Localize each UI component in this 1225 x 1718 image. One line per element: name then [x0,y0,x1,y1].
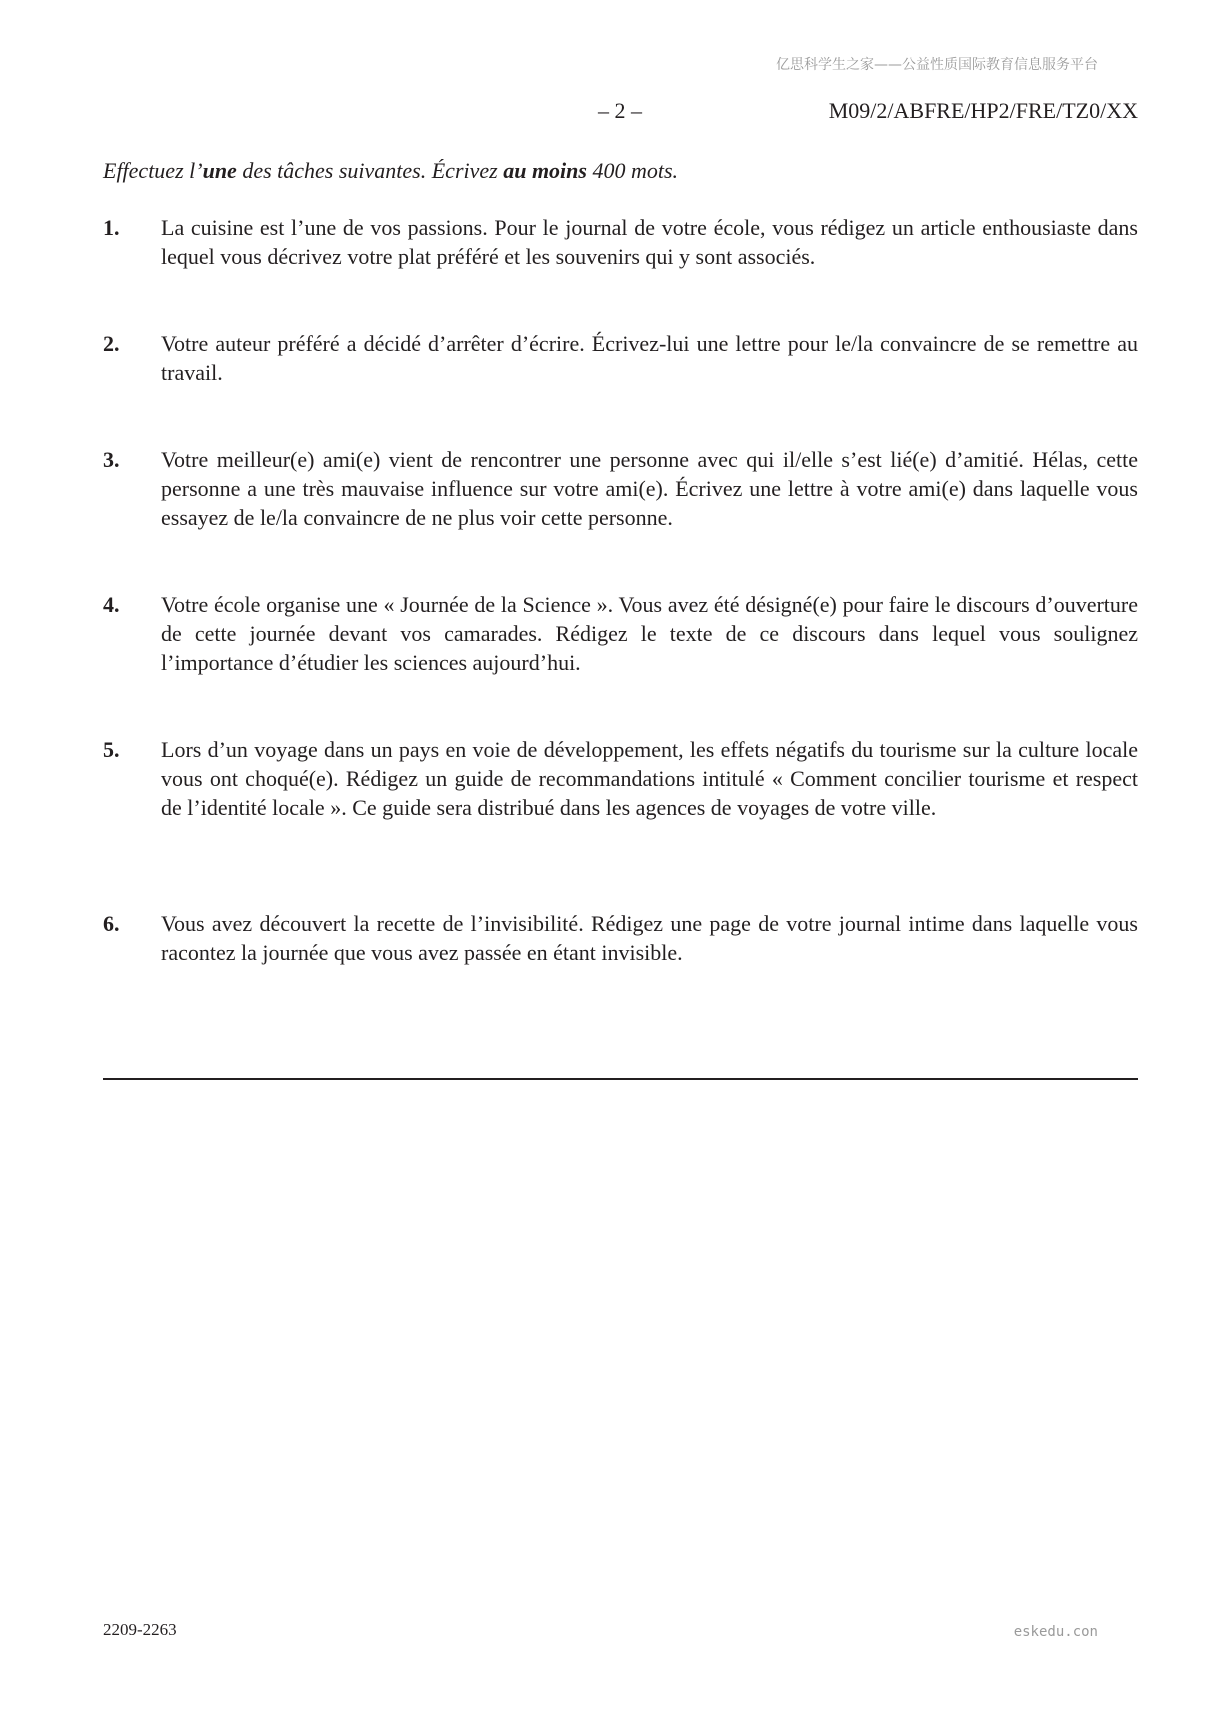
task-text: Votre école organise une « Journée de la Science ». Vous avez été désigné(e) pour faire le discours d’ouverture de cette journée devant vos camarades. Rédigez le texte de ce discours dans lequel vous soulignez l’importance d’étudier les sciences aujourd’hui. [161,592,1138,675]
watermark-top: 亿思科学生之家——公益性质国际教育信息服务平台 [776,57,1098,73]
page-number: – 2 – [598,98,642,123]
task-number: 4. [103,592,120,617]
watermark-bottom: eskedu.con [1013,1624,1098,1640]
instructions [103,156,1138,186]
task-number: 6. [103,911,120,936]
instructions-part-2: des tâches suivantes. Écrivez [236,158,504,183]
task-text: Votre meilleur(e) ami(e) vient de rencontrer une personne avec qui il/elle s’est lié(e) d’amitié. Hélas, cette personne a une très mauvaise influence sur votre ami(e). Écrivez une lettre à votre ami(e) dans laquelle vous essayez de le/la convaincre de ne plus voir cette personne. [161,447,1138,530]
task-number: 3. [103,447,120,472]
footer-code: 2209-2263 [103,1620,177,1639]
exam-code: M09/2/ABFRE/HP2/FRE/TZ0/XX [828,98,1138,123]
instructions-part-3: 400 mots. [586,158,679,183]
task-number: 5. [103,737,120,762]
task-text: Lors d’un voyage dans un pays en voie de développement, les effets négatifs du tourisme sur la culture locale vous ont choqué(e). Rédigez un guide de recommandations intitulé « Comment concilier tourisme et respect de l’identité locale ». Ce guide sera distribué dans les agences de voyages de votre ville. [161,737,1138,820]
instructions-emphasis-une: une [202,158,237,183]
instructions-emphasis-au-moins: au moins [503,158,587,183]
task-text: Vous avez découvert la recette de l’invisibilité. Rédigez une page de votre journal intime dans laquelle vous racontez la journée que vous avez passée en étant invisible. [161,911,1138,965]
task-text: Votre auteur préféré a décidé d’arrêter d’écrire. Écrivez-lui une lettre pour le/la convaincre de se remettre au travail. [161,331,1138,385]
horizontal-rule [103,1078,1138,1080]
instructions-part-1: Effectuez l’ [103,158,203,183]
task-text: La cuisine est l’une de vos passions. Pour le journal de votre école, vous rédigez un article enthousiaste dans lequel vous décrivez votre plat préféré et les souvenirs qui y sont associés. [161,215,1138,269]
task-number: 1. [103,215,120,240]
task-number: 2. [103,331,120,356]
